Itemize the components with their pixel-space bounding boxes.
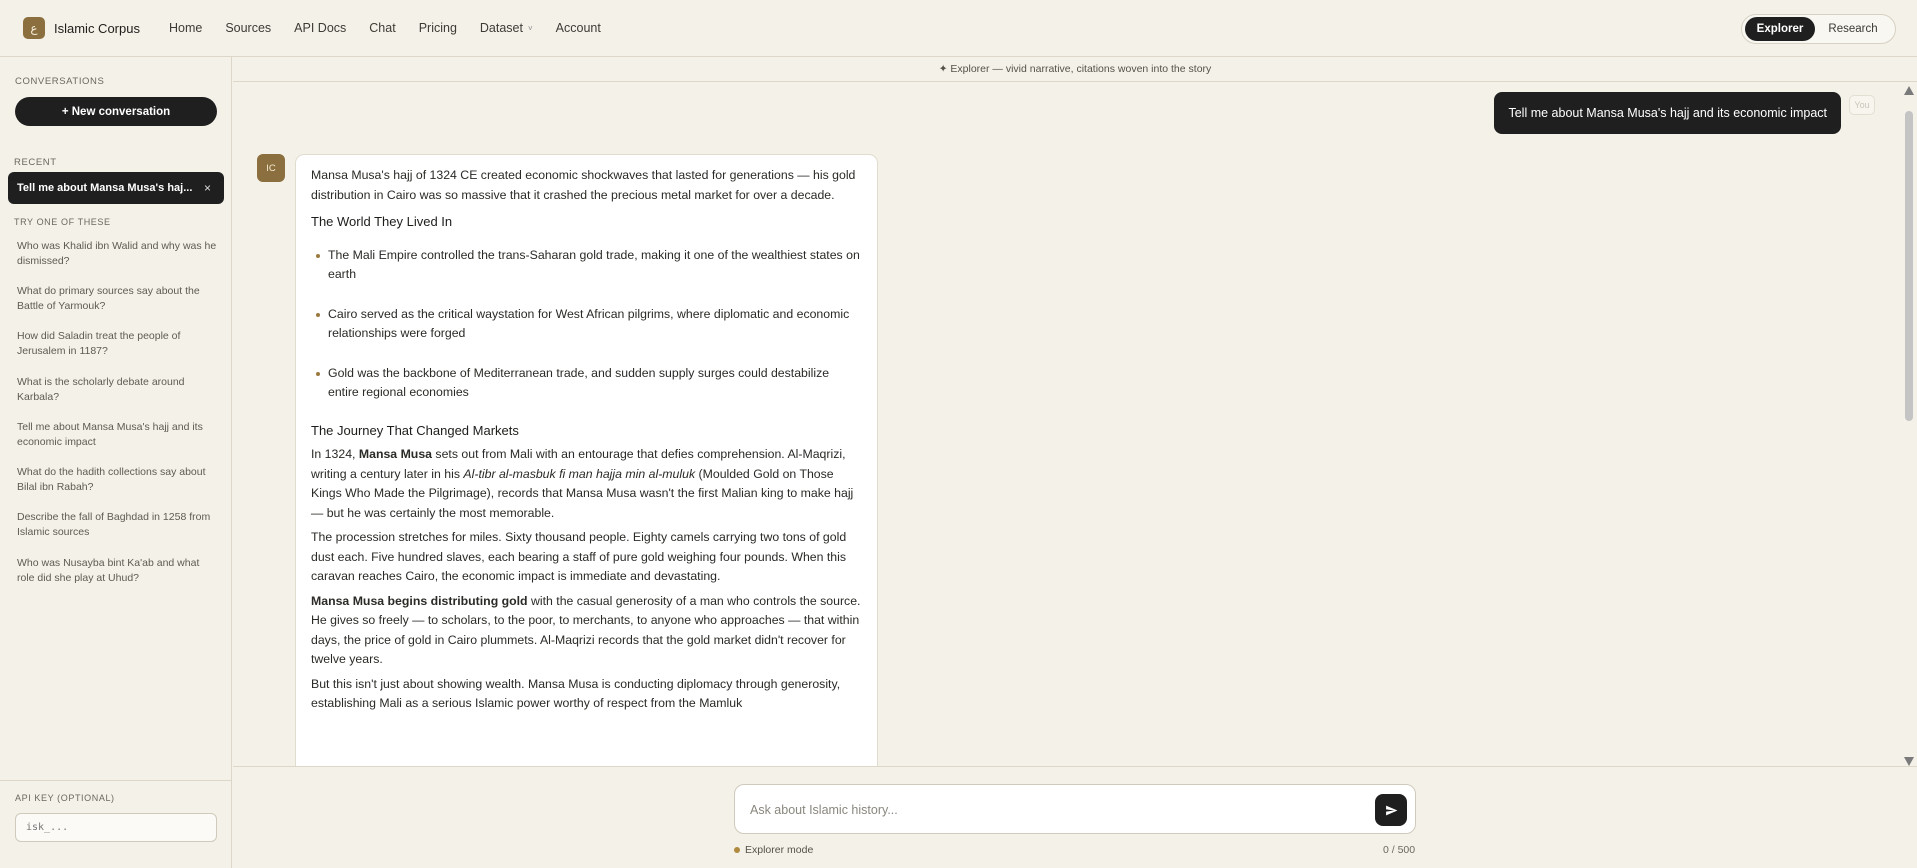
nav-dataset-label: Dataset (479, 21, 523, 35)
suggestion-item[interactable]: Who was Khalid ibn Walid and why was he dismissed? (17, 240, 217, 267)
answer-text: In 1324, (311, 447, 359, 461)
nav-api-docs[interactable]: API Docs (294, 21, 347, 35)
conversations-heading: CONVERSATIONS (15, 76, 105, 87)
suggestion-item[interactable]: Tell me about Mansa Musa's hajj and its economic impact (17, 421, 203, 448)
nav-chat[interactable]: Chat (369, 21, 396, 35)
composer-area (233, 766, 1917, 868)
nav-pricing[interactable]: Pricing (418, 21, 457, 35)
suggestion-item[interactable]: What is the scholarly debate around Karbala? (17, 376, 185, 403)
answer-paragraph (311, 445, 862, 523)
answer-paragraph: But this isn't just about showing wealth. Mansa Musa is conducting diplomacy through generosity, establishing Mali as a serious Islamic power worthy of respect from the Mamluk (311, 676, 841, 710)
answer-bullet: The Mali Empire controlled the trans-Saharan gold trade, making it one of the wealthiest states on earth (313, 246, 862, 285)
recent-conversation-item[interactable] (8, 172, 224, 204)
answer-bullet: Cairo served as the critical waystation for West African pilgrims, where diplomatic and economic relationships were forged (313, 305, 862, 344)
answer-text: with the casual generosity of a man who controls the source. He gives so freely — to scholars, to the poor, to merchants, to anyone who approaches — that within days, the price of gold in Cairo plummets. Al-Maqrizi records that the gold market didn't recover for twelve years. (311, 593, 861, 666)
answer-bold: Mansa Musa (358, 447, 432, 461)
mode-indicator (734, 844, 813, 856)
answer-text: sets out from Mali with an entourage that defies comprehension. Al-Maqrizi, writing a century later in his (311, 447, 846, 481)
answer-bullet: Gold was the backbone of Mediterranean trade, and sudden supply surges could destabilize entire regional economies (313, 364, 862, 403)
answer-intro: Mansa Musa's hajj of 1324 CE created economic shockwaves that lasted for generations — his gold distribution in Cairo was so massive that it crashed the precious metal market for over a decade. (311, 168, 856, 202)
status-dot-icon (734, 847, 740, 853)
nav-dataset[interactable] (480, 21, 533, 35)
top-navigation-bar (0, 0, 1917, 57)
new-conversation-button[interactable]: + New conversation (15, 97, 217, 126)
explorer-mode-button[interactable]: Explorer (1745, 17, 1815, 41)
scroll-up-arrow-icon[interactable] (1904, 86, 1914, 95)
send-icon (1385, 804, 1398, 817)
mode-toggle (1741, 14, 1896, 44)
api-key-label: API KEY (OPTIONAL) (15, 793, 115, 803)
user-message: Tell me about Mansa Musa's hajj and its economic impact (1494, 92, 1841, 134)
sidebar (0, 57, 232, 868)
chevron-down-icon: ˅ (528, 23, 533, 33)
chat-area (233, 82, 1917, 766)
answer-paragraph: The procession stretches for miles. Sixty thousand people. Eighty camels carrying two tons of gold dust each. Five hundred slaves, each bearing a staff of pure gold weighing four pounds. When this caravan reaches Cairo, the economic impact is immediate and devastating. (311, 530, 847, 583)
suggestion-item[interactable]: How did Saladin treat the people of Jerusalem in 1187? (17, 330, 181, 357)
api-key-input[interactable] (15, 813, 217, 842)
suggestion-item[interactable]: Describe the fall of Baghdad in 1258 from Islamic sources (17, 511, 211, 538)
mode-indicator-label: Explorer mode (745, 844, 814, 856)
recent-heading: RECENT (14, 157, 57, 168)
nav-sources[interactable]: Sources (225, 21, 272, 35)
answer-heading: The Journey That Changed Markets (311, 422, 519, 438)
answer-italic: Al-tibr al-masbuk fi man hajja min al-muluk (463, 466, 696, 481)
nav-account[interactable]: Account (555, 21, 601, 35)
brand[interactable] (23, 17, 140, 39)
sidebar-footer (0, 780, 232, 868)
mode-banner: ✦ Explorer — vivid narrative, citations woven into the story (233, 57, 1917, 82)
answer-bold: Mansa Musa begins distributing gold (311, 593, 528, 608)
answer-heading: The World They Lived In (311, 214, 453, 229)
suggestion-item[interactable]: Who was Nusayba bint Ka'ab and what role did she play at Uhud? (17, 557, 200, 584)
suggestions-heading: TRY ONE OF THESE (14, 217, 111, 227)
nav-home[interactable]: Home (168, 21, 203, 35)
user-tag: You (1849, 95, 1875, 115)
answer-text: (Moulded Gold on Those Kings Who Made the Pilgrimage), records that Mansa Musa wasn't the first Malian king to make hajj — but he was certainly the most memorable. (311, 466, 854, 520)
answer-paragraph (311, 592, 862, 670)
suggestion-item[interactable]: What do primary sources say about the Battle of Yarmouk? (17, 285, 200, 312)
suggestion-item[interactable]: What do the hadith collections say about Bilal ibn Rabah? (17, 466, 206, 493)
app-logo: ع (23, 17, 45, 39)
recent-conversation-title: Tell me about Mansa Musa's haj... (17, 182, 193, 194)
main-nav (169, 21, 624, 35)
assistant-avatar: IC (257, 154, 285, 182)
scrollbar-thumb[interactable] (1905, 111, 1913, 421)
send-button[interactable] (1375, 794, 1407, 826)
close-icon[interactable]: × (203, 181, 211, 195)
research-mode-button[interactable]: Research (1828, 23, 1878, 35)
message-composer (734, 784, 1416, 834)
character-counter: 0 / 500 (1383, 844, 1416, 856)
scroll-down-arrow-icon[interactable] (1904, 757, 1914, 766)
chat-scrollbar[interactable] (1901, 86, 1917, 766)
answer-bullets (313, 246, 862, 403)
message-input[interactable] (750, 797, 1350, 822)
assistant-message (295, 154, 878, 766)
app-name: Islamic Corpus (54, 20, 140, 36)
